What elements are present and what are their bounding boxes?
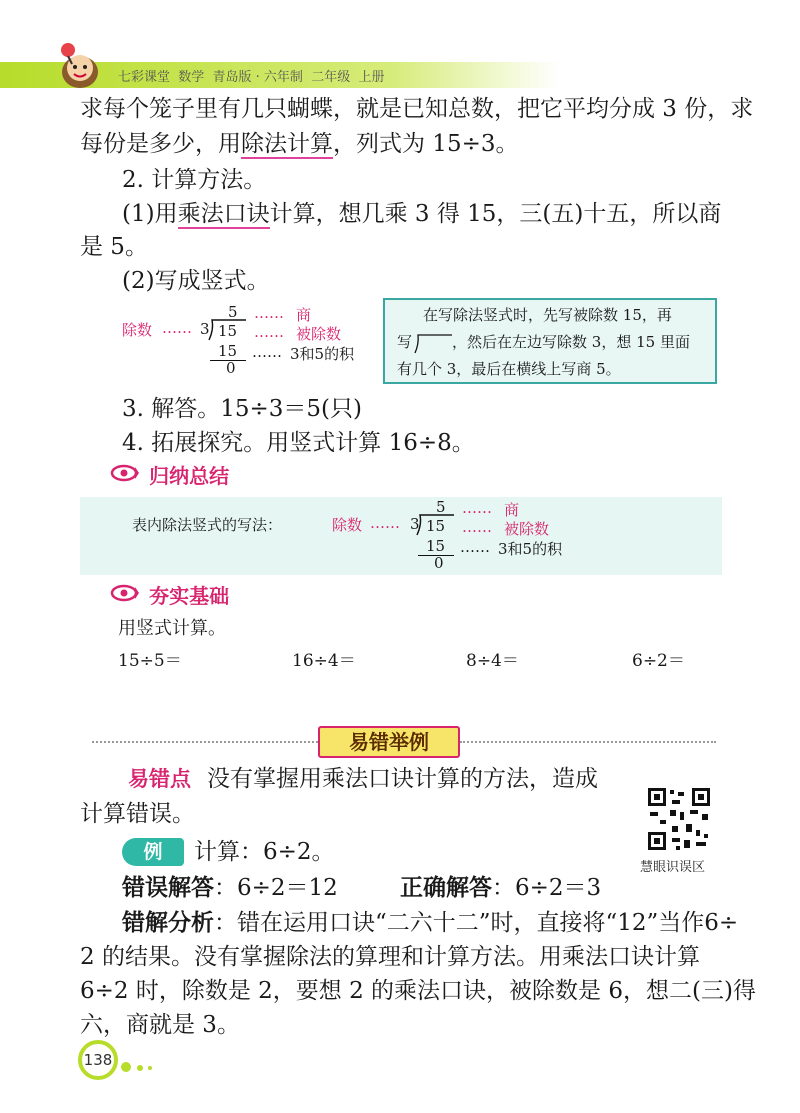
method-step1-line2: 是 5。 [80,234,148,260]
analysis-line-3: 6÷2 时，除数是 2，要想 2 的乘法口诀，被除数是 6，想二(三)得 [80,978,756,1004]
intro-line-1: 求每个笼子里有几只蝴蝶，就是已知总数，把它平均分成 3 份，求 [80,96,754,122]
summary-leader-dividend: …… [462,518,492,536]
mistakes-divider-right [460,741,716,743]
summary-box [80,497,722,575]
analysis-line-2: 2 的结果。没有掌握除法的算理和计算方法。用乘法口诀计算 [80,944,700,970]
tip-line-1: 在写除法竖式时，先写被除数 15，再 [423,306,672,324]
eye-icon [110,463,140,487]
header-mascot [52,38,108,94]
dividend-value: 15 [218,322,238,340]
mistakes-divider-left [92,741,318,743]
analysis-line-4: 六，商就是 3。 [80,1012,240,1038]
summary-label-product: 3和5的积 [498,540,563,558]
highlight-multiplication: 乘法口诀 [177,201,270,227]
answer-line: 3. 解答。15÷3＝5(只) [122,396,363,422]
example-text: 计算：6÷2。 [194,839,335,865]
summary-product: 15 [426,537,446,555]
problem-1: 15÷5＝ [118,651,182,671]
wrong-answer: 错误解答：6÷2＝12 [122,875,338,901]
label-quotient: 商 [296,306,312,324]
qr-code[interactable] [646,786,712,852]
summary-leader-divisor: …… [370,514,400,532]
analysis-line-1: 错解分析：错在运用口诀“二六十二”时，直接将“12”当作6÷ [122,910,739,936]
basics-instruction: 用竖式计算。 [118,618,226,639]
summary-label-divisor: 除数 [332,516,363,534]
quotient-value: 5 [228,303,238,321]
mistake-point: 易错点 没有掌握用乘法口诀计算的方法，造成 [128,766,598,792]
method-heading: 2. 计算方法。 [122,167,267,193]
tip-line-2: 写 ，然后在左边写除数 3，想 15 里面 [397,333,690,351]
header-title: 七彩课堂 数学 青岛版 · 六年制 二年级 上册 [118,70,385,85]
summary-leader-product: …… [460,538,490,556]
label-product: 3和5的积 [290,345,355,363]
summary-dividend: 15 [426,517,446,535]
label-dividend: 被除数 [296,325,342,343]
problem-4: 6÷2＝ [632,651,685,671]
page-dots [120,1058,160,1077]
page-number-badge: 138 [78,1040,118,1080]
remainder-value: 0 [226,359,236,377]
divisor-value: 3 [200,320,210,338]
method-step1: (1)用乘法口诀计算，想几乘 3 得 15，三(五)十五，所以商 [122,201,722,227]
leader-quotient: …… [254,304,284,322]
problem-3: 8÷4＝ [466,651,519,671]
summary-remainder: 0 [434,554,444,572]
label-divisor: 除数 [122,321,153,339]
summary-label: 表内除法竖式的写法： [132,516,283,534]
problem-2: 16÷4＝ [292,651,356,671]
method-step2: (2)写成竖式。 [122,268,270,294]
summary-label-quotient: 商 [504,501,520,519]
summary-label-dividend: 被除数 [504,520,550,538]
eye-icon [110,583,140,607]
right-answer: 正确解答：6÷2＝3 [400,875,602,901]
summary-leader-quotient: …… [462,499,492,517]
tip-box [383,298,717,384]
example-badge: 例 [122,838,184,866]
mistake-point-line2: 计算错误。 [80,801,195,827]
vertical-division-1 [118,305,378,385]
qr-label: 慧眼识误区 [640,860,706,875]
extend-line: 4. 拓展探究。用竖式计算 16÷8。 [122,430,475,456]
leader-dividend: …… [254,323,284,341]
summary-divisor: 3 [410,515,420,533]
basics-heading: 夯实基础 [110,580,229,609]
summary-quotient: 5 [436,498,446,516]
tip-line-3: 有几个 3，最后在横线上写商 5。 [397,360,621,378]
product-value: 15 [218,342,238,360]
leader-divisor: …… [162,319,192,337]
highlight-division: 除法计算 [241,131,333,157]
mistakes-title-badge: 易错举例 [318,726,460,758]
intro-line-2: 每份是多少，用除法计算，列式为 15÷3。 [80,131,519,157]
summary-heading: 归纳总结 [110,460,229,489]
bracket-glyph [412,334,452,352]
leader-product: …… [252,343,282,361]
